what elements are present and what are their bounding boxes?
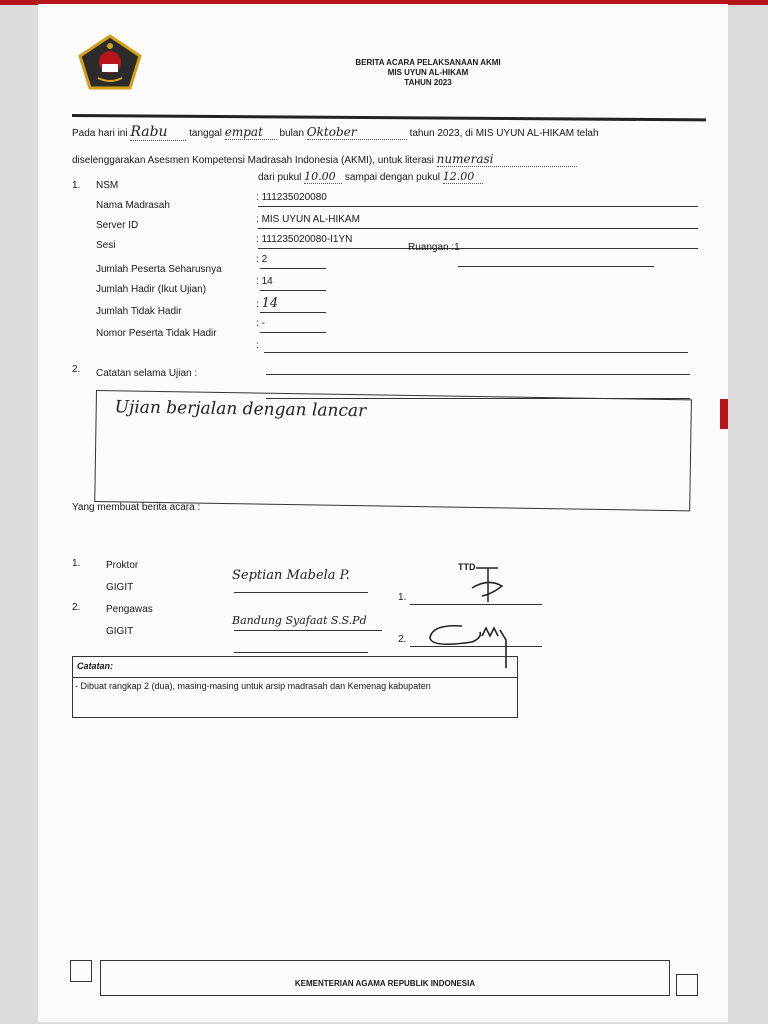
- field-value-nsm: : 111235020080: [256, 192, 327, 203]
- signer1-number: 1.: [72, 558, 81, 569]
- tahun-text: tahun 2023, di MIS UYUN AL-HIKAM telah: [409, 128, 599, 139]
- signer2-org: GIGIT: [106, 626, 134, 637]
- intro-line-2: [72, 152, 577, 167]
- dari-pukul-text: dari pukul: [258, 172, 302, 183]
- server-underline: [258, 248, 698, 249]
- header-title: BERITA ACARA PELAKSANAAN AKMI: [355, 58, 501, 67]
- side-red-mark: [720, 399, 728, 429]
- intro-line-1: [72, 124, 599, 141]
- footer-left-square: [70, 960, 92, 982]
- signer1-org: GIGIT: [106, 582, 134, 593]
- hadir-underline: [260, 290, 326, 291]
- ruangan-underline: [458, 266, 654, 267]
- catatan-title: Catatan:: [77, 661, 114, 671]
- footer-text: KEMENTERIAN AGAMA REPUBLIK INDONESIA: [294, 979, 476, 988]
- signer1-name-line: [234, 592, 368, 593]
- catatan-divider: [73, 677, 517, 678]
- field-value-nama-madrasah: : MIS UYUN AL-HIKAM: [256, 214, 360, 225]
- signer2-name: Bandung Syafaat S.S.Pd: [232, 614, 367, 627]
- section1-number: 1.: [72, 180, 81, 191]
- diselenggarakan-text: diselenggarakan Asesmen Kompetensi Madrasah Indonesia (AKMI), untuk literasi: [72, 155, 434, 166]
- field-label-nomor-tidak-hadir: Nomor Peserta Tidak Hadir: [96, 328, 217, 339]
- header-year: TAHUN 2023: [404, 78, 452, 87]
- nomor-underline-1: [260, 332, 326, 333]
- section2-number: 2.: [72, 364, 81, 375]
- footer-bar: [100, 960, 670, 996]
- nomor-underline-2: [264, 352, 688, 353]
- catatan-ujian-note: Ujian berjalan dengan lancar: [114, 397, 367, 422]
- field-value-sesi: : 111235020080-I1YN: [256, 234, 353, 245]
- field-label-tidak-hadir: Jumlah Tidak Hadir: [96, 306, 182, 317]
- footer-right-square: [676, 974, 698, 996]
- signer2-name-line-2: [234, 652, 368, 653]
- field-label-server-id: Server ID: [96, 220, 139, 231]
- signature-1-icon: [468, 560, 508, 606]
- field-label-nama-madrasah: Nama Madrasah: [96, 200, 170, 211]
- field-label-jumlah-hadir: Jumlah Hadir (Ikut Ujian): [96, 284, 207, 295]
- section2-label: Catatan selama Ujian :: [96, 368, 198, 379]
- dari-value: 10.00: [304, 170, 342, 184]
- header-rule: [72, 114, 706, 121]
- field-value-peserta-seharusnya: : 2: [256, 254, 268, 265]
- nomor-colon: :: [256, 340, 259, 351]
- literasi-value: numerasi: [437, 152, 577, 167]
- document-header: [278, 58, 578, 88]
- signer2-role: Pengawas: [106, 604, 153, 615]
- signer1-role: Proktor: [106, 560, 139, 571]
- pembuat-label: Yang membuat berita acara :: [72, 502, 201, 513]
- field-label-nsm: NSM: [96, 180, 119, 191]
- tanggal-text: tanggal: [189, 128, 222, 139]
- bulan-text: bulan: [279, 128, 304, 139]
- catatan-ujian-box: [94, 390, 692, 511]
- nsm-underline: [258, 206, 698, 207]
- sampai-value: 12.00: [443, 170, 483, 184]
- signer2-name-line-1: [234, 630, 382, 631]
- field-label-peserta-seharusnya: Jumlah Peserta Seharusnya: [96, 264, 222, 275]
- field-value-tidak-hadir: : 14: [256, 296, 279, 311]
- field-value-jumlah-hadir: : 14: [256, 276, 273, 287]
- tidak-hadir-dash: : -: [256, 318, 265, 329]
- kemenag-logo-icon: [76, 34, 144, 90]
- pada-hari-text: Pada hari ini: [72, 128, 128, 139]
- signer1-name: Septian Mabela P.: [232, 568, 350, 583]
- signer2-number: 2.: [72, 602, 81, 613]
- hari-value: Rabu: [130, 124, 186, 141]
- tanggal-value: empat: [225, 125, 277, 140]
- header-school: MIS UYUN AL-HIKAM: [387, 68, 469, 77]
- nomor-underline-3: [266, 374, 690, 375]
- document-page: [38, 4, 728, 1022]
- ruangan: Ruangan :1: [408, 242, 460, 253]
- tidak-hadir-underline: [260, 312, 326, 313]
- seharusnya-underline: [260, 268, 326, 269]
- ttd-label: TTD: [458, 562, 476, 572]
- bulan-value: Oktober: [307, 125, 407, 140]
- field-label-sesi: Sesi: [96, 240, 116, 251]
- signer2-sig-number: 2.: [398, 634, 407, 645]
- nama-underline: [258, 228, 698, 229]
- intro-line-3: [258, 170, 483, 184]
- catatan-text: - Dibuat rangkap 2 (dua), masing-masing untuk arsip madrasah dan Kemenag kabupaten: [75, 681, 431, 691]
- signer1-sig-number: 1.: [398, 592, 407, 603]
- sampai-text: sampai dengan pukul: [344, 172, 440, 183]
- catatan-box: [72, 656, 518, 718]
